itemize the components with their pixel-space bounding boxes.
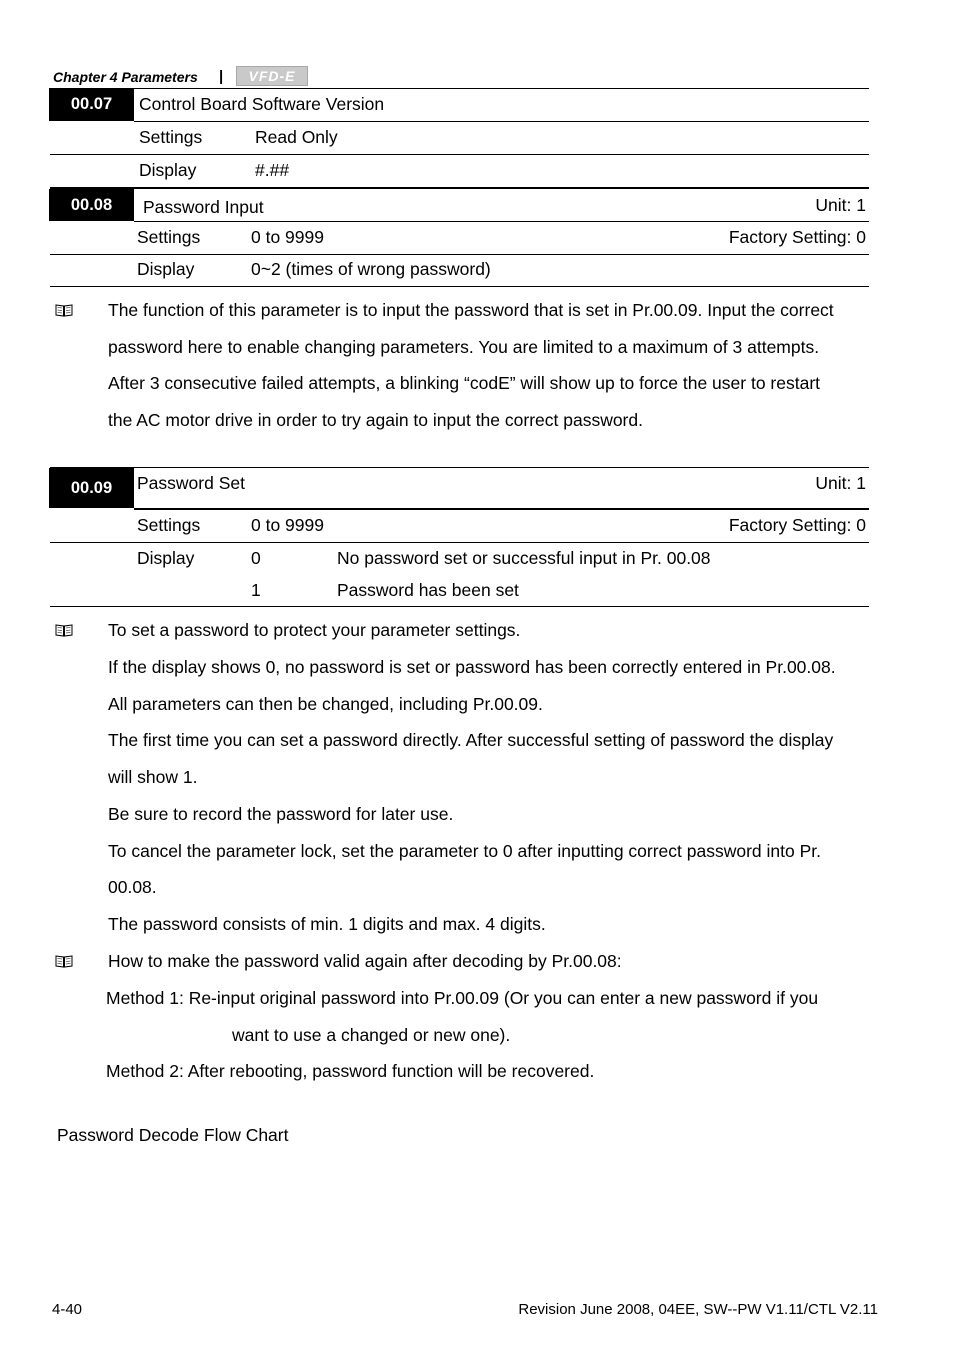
method-2-line: Method 2: After rebooting, password function will be recovered. [106, 1061, 595, 1081]
rule [50, 154, 869, 155]
vfd-e-logo [236, 66, 308, 86]
method-1-line: Method 1: Re-input original password into Pr.00.09 (Or you can enter a new password if you [106, 988, 819, 1008]
note-line: All parameters can then be changed, including Pr.00.09. [108, 694, 543, 714]
display-label: Display [137, 259, 195, 279]
book-icon [55, 955, 73, 968]
note-line: Be sure to record the password for later use. [108, 804, 454, 824]
rule [50, 467, 869, 468]
rule [134, 508, 869, 510]
note-line: will show 1. [108, 767, 198, 787]
param-name: Password Set [137, 473, 245, 493]
factory-setting: Factory Setting: 0 [728, 515, 866, 535]
note-line: To cancel the parameter lock, set the parameter to 0 after inputting correct password into Pr. [108, 841, 821, 861]
settings-label: Settings [139, 127, 203, 147]
chapter-title: Chapter 4 Parameters [53, 69, 198, 85]
method-1-continuation: want to use a changed or new one). [232, 1025, 511, 1045]
settings-value: Read Only [255, 127, 338, 147]
factory-setting: Factory Setting: 0 [728, 227, 866, 247]
book-icon [55, 624, 73, 637]
display-option-value: 0 [251, 548, 261, 568]
flow-chart-title: Password Decode Flow Chart [57, 1125, 289, 1145]
display-label: Display [137, 548, 195, 568]
note-line: password here to enable changing parameters. You are limited to a maximum of 3 attempts. [108, 337, 820, 357]
param-unit: Unit: 1 [815, 473, 866, 493]
rule [50, 286, 869, 287]
note-line: the AC motor drive in order to try again to input the correct password. [108, 410, 643, 430]
note-line: To set a password to protect your parameter settings. [108, 620, 521, 640]
settings-label: Settings [137, 227, 201, 247]
settings-value: 0 to 9999 [251, 227, 324, 247]
revision-info: Revision June 2008, 04EE, SW--PW V1.11/CTL V2.11 [518, 1301, 878, 1318]
param-code-badge: 00.07 [49, 88, 134, 121]
rule [50, 606, 869, 607]
page-number: 4-40 [52, 1301, 83, 1318]
logo-text: VFD-E [248, 68, 296, 84]
settings-label: Settings [137, 515, 201, 535]
display-option-desc: Password has been set [337, 580, 519, 600]
note-line: After 3 consecutive failed attempts, a blinking “codE” will show up to force the user to restart [108, 373, 821, 393]
display-value: #.## [255, 160, 290, 180]
param-unit: Unit: 1 [815, 195, 866, 215]
display-value: 0~2 (times of wrong password) [251, 259, 491, 279]
book-icon [55, 304, 73, 317]
rule [134, 121, 869, 122]
rule [50, 88, 869, 89]
note-line: If the display shows 0, no password is set or password has been correctly entered in Pr.00.08. [108, 657, 836, 677]
settings-value: 0 to 9999 [251, 515, 324, 535]
note-line: The first time you can set a password directly. After successful setting of password the display [108, 730, 834, 750]
note-line: The function of this parameter is to input the password that is set in Pr.00.09. Input the correct [108, 300, 834, 320]
rule [134, 221, 869, 222]
note-line: 00.08. [108, 877, 157, 897]
rule [50, 542, 869, 543]
note-line: How to make the password valid again after decoding by Pr.00.08: [108, 951, 622, 971]
display-label: Display [139, 160, 197, 180]
rule [50, 187, 869, 189]
param-code-badge: 00.09 [49, 468, 134, 508]
param-name: Control Board Software Version [139, 94, 385, 114]
note-line: The password consists of min. 1 digits and max. 4 digits. [108, 914, 546, 934]
display-option-desc: No password set or successful input in Pr. 00.08 [337, 548, 711, 568]
param-code-badge: 00.08 [49, 189, 134, 221]
rule [50, 254, 869, 255]
param-name: Password Input [143, 197, 264, 217]
display-option-value: 1 [251, 580, 261, 600]
header-separator: | [219, 68, 224, 85]
